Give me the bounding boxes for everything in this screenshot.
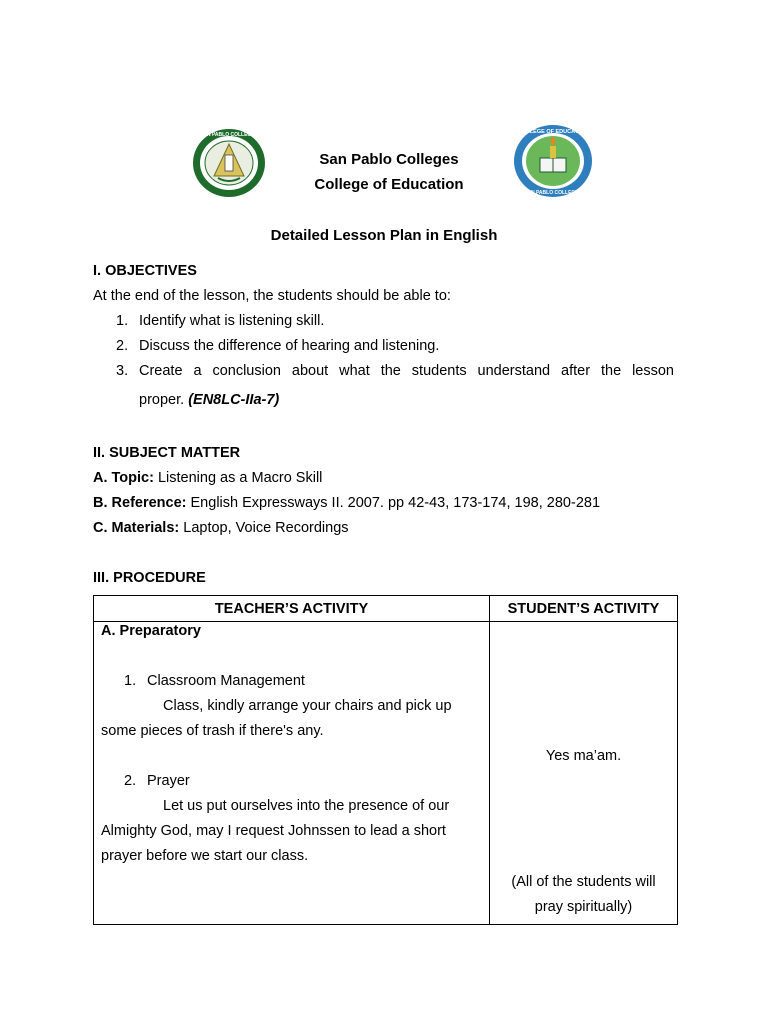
section-a-preparatory: A. Preparatory — [101, 623, 201, 639]
objective-3-continuation — [139, 392, 279, 408]
item-2-number: 2. — [124, 773, 137, 789]
topic-line — [93, 470, 322, 486]
objective-2-number: 2. — [116, 338, 129, 354]
objective-3-text: Create a conclusion about what the students understand after the lesson — [139, 363, 674, 379]
objective-3-number: 3. — [116, 363, 129, 379]
teacher-activity-header: TEACHER’S ACTIVITY — [94, 596, 490, 622]
procedure-heading: III. PROCEDURE — [93, 570, 206, 586]
objective-1-number: 1. — [116, 313, 129, 329]
student-reply-1: Yes ma’am. — [545, 748, 622, 764]
item-1-title: Classroom Management — [147, 673, 305, 689]
reference-line — [93, 495, 600, 511]
objective-1-text: Identify what is listening skill. — [139, 313, 325, 329]
objective-3-cont-text: proper. — [139, 392, 185, 408]
competency-code: (EN8LC-IIa-7) — [188, 392, 280, 408]
right-logo-bottom-text: SAN PABLO COLLEGES — [524, 190, 582, 196]
materials-label: C. Materials: — [93, 520, 180, 536]
student-reply-2-line-2: pray spiritually) — [534, 899, 633, 915]
item-1-number: 1. — [124, 673, 137, 689]
right-logo-text: COLLEGE OF EDUCATION — [518, 129, 588, 135]
objective-2-text: Discuss the difference of hearing and listening. — [139, 338, 440, 354]
item-2-line-3: prayer before we start our class. — [101, 848, 309, 864]
item-2-title: Prayer — [147, 773, 190, 789]
topic-value: Listening as a Macro Skill — [157, 470, 323, 486]
item-1-line-2: some pieces of trash if there's any. — [101, 723, 324, 739]
reference-value: English Expressways II. 2007. pp 42-43, 173-174, 198, 280-281 — [190, 495, 601, 511]
materials-line — [93, 520, 349, 536]
item-2-line-1: Let us put ourselves into the presence of our — [163, 798, 450, 814]
student-activity-header: STUDENT’S ACTIVITY — [490, 596, 678, 622]
left-logo-text: SAN PABLO COLLEGES — [200, 132, 258, 138]
college-of-education-logo — [513, 124, 593, 198]
document-title: Detailed Lesson Plan in English — [270, 227, 498, 244]
reference-label: B. Reference: — [93, 495, 187, 511]
materials-value: Laptop, Voice Recordings — [183, 520, 349, 536]
school-name: San Pablo Colleges — [319, 151, 459, 168]
objectives-heading: I. OBJECTIVES — [93, 263, 197, 279]
teacher-activity-cell — [94, 622, 490, 925]
item-1-line-1: Class, kindly arrange your chairs and pick up — [163, 698, 452, 714]
college-name: College of Education — [314, 176, 464, 193]
topic-label: A. Topic: — [93, 470, 154, 486]
student-activity-cell — [490, 622, 678, 925]
procedure-table — [93, 595, 678, 925]
student-reply-2-line-1: (All of the students will — [511, 874, 656, 890]
subject-matter-heading: II. SUBJECT MATTER — [93, 445, 241, 461]
objectives-intro: At the end of the lesson, the students should be able to: — [93, 288, 451, 304]
item-2-line-2: Almighty God, may I request Johnssen to lead a short — [101, 823, 446, 839]
